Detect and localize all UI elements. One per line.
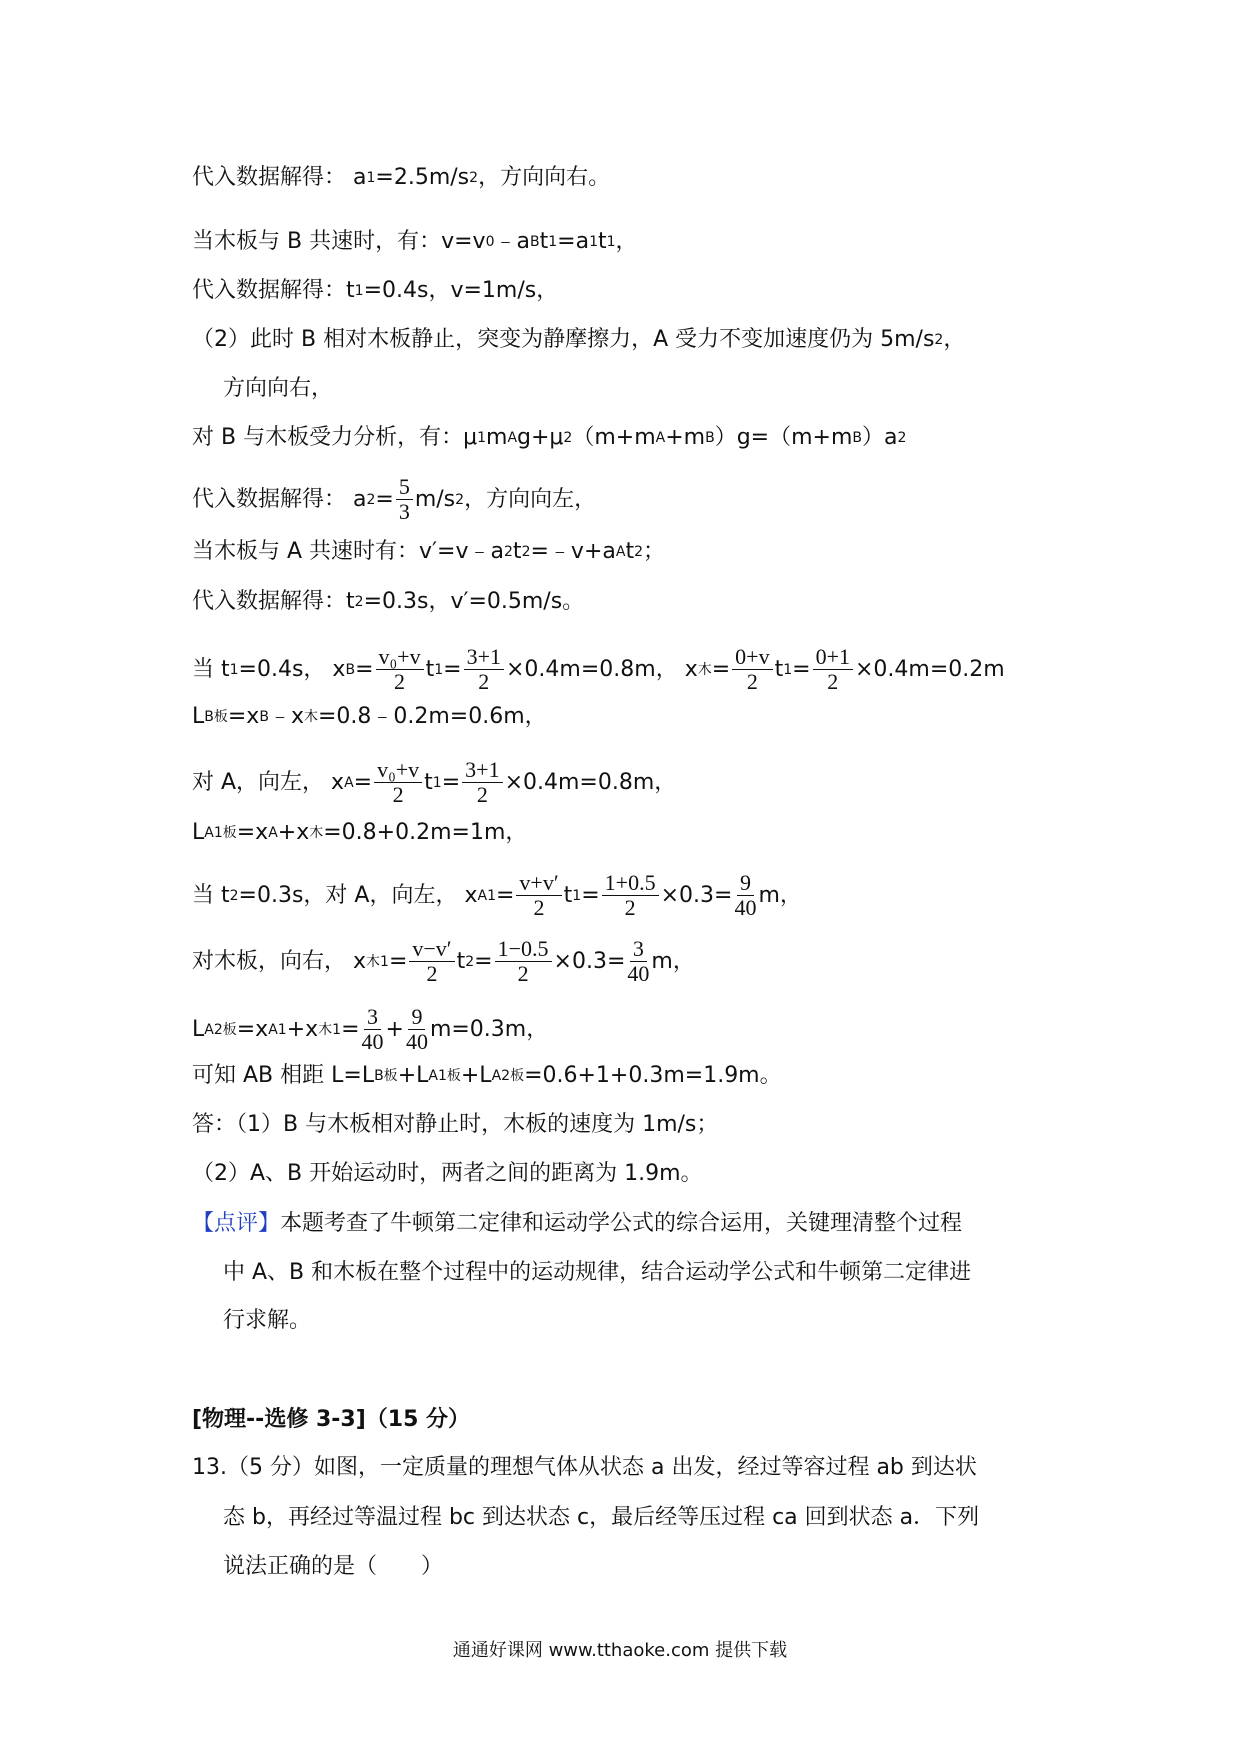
text-run: 当木板与 A 共速时有：v′=v﹣a (192, 539, 504, 564)
text-run: = (443, 656, 462, 682)
subscript: 2 (634, 544, 643, 560)
subscript: B板 (204, 709, 228, 725)
text-run: = (341, 1016, 360, 1042)
text-line (192, 475, 596, 524)
text-run: 本题考查了牛顿第二定律和运动学公式的综合运用，关键理清整个过程 (280, 1211, 963, 1236)
fraction-denominator: 2 (394, 669, 406, 694)
text-line (192, 937, 695, 986)
subscript: A (615, 544, 626, 560)
text-line (192, 1061, 782, 1091)
text-run: =﹣v+a (530, 539, 616, 564)
fraction-denominator: 2 (476, 782, 488, 807)
text-run: ×0.4m=0.8m， x (506, 656, 698, 682)
subscript: 1 (229, 661, 239, 678)
text-run: [物理--选修 3-3]（15 分） (192, 1407, 471, 1432)
fraction (362, 1005, 384, 1054)
subscript: 1 (548, 234, 558, 250)
fraction-denominator: 2 (517, 961, 529, 986)
subscript: A (507, 430, 518, 446)
text-line (192, 758, 676, 807)
text-line (192, 645, 1005, 694)
subscript: 0 (485, 234, 495, 250)
fraction-denominator: 2 (478, 669, 490, 694)
text-line (223, 1306, 311, 1336)
subscript: A1板 (428, 1068, 461, 1084)
text-line (223, 374, 333, 404)
text-run: =x (236, 1016, 269, 1042)
fraction (409, 937, 454, 986)
text-line (192, 276, 558, 306)
text-run: = (441, 769, 461, 795)
text-run: 当木板与 B 共速时，有：v=v (192, 229, 486, 254)
text-line (192, 1405, 470, 1435)
text-run: = (474, 948, 493, 974)
fraction-denominator: 40 (361, 1029, 384, 1054)
text-run: L (192, 1016, 205, 1042)
subscript: 2 (229, 887, 239, 904)
text-run: t (597, 229, 607, 254)
subscript: 1 (589, 234, 598, 250)
fraction-numerator: 3+1 (462, 758, 502, 783)
text-run: 态 b，再经过等温过程 bc 到达状态 c，最后经等压过程 ca 回到状态 a．下列 (223, 1505, 980, 1530)
text-run: g+μ (517, 425, 564, 450)
subscript: B (705, 430, 715, 446)
fraction (495, 937, 552, 986)
text-run: = (375, 486, 394, 512)
footer-watermark: 通通好课网 www.tthaoke.com 提供下载 (452, 1640, 788, 1661)
fraction-numerator: 0+v (732, 645, 772, 670)
text-run: （2）A、B 开始运动时，两者之间的距离为 1.9m。 (192, 1161, 703, 1186)
text-run: = (355, 656, 374, 682)
text-run: ×0.4m=0.2m (855, 656, 1005, 682)
subscript: A2板 (491, 1068, 525, 1084)
fraction-denominator: 2 (392, 782, 404, 807)
fraction (462, 758, 502, 807)
subscript: A1 (268, 1021, 287, 1038)
subscript: B板 (374, 1068, 398, 1084)
text-run: 代入数据解得： a (192, 165, 367, 190)
text-run: =0.8+0.2m=1m， (323, 820, 528, 845)
text-run: =x (236, 820, 269, 845)
subscript: A (655, 430, 666, 446)
text-run: t (625, 539, 635, 564)
text-run: t (512, 539, 522, 564)
text-run: =0.4s， x (238, 656, 346, 682)
text-line (192, 227, 638, 257)
subscript: 木1 (366, 953, 389, 970)
subscript: A1板 (204, 825, 237, 841)
subscript: 2 (465, 953, 475, 970)
subscript: A2板 (204, 1021, 237, 1038)
fraction (406, 1005, 428, 1054)
text-line (192, 702, 547, 732)
text-run: = (495, 882, 515, 908)
fraction-denominator: 40 (627, 961, 650, 986)
text-run: L (192, 704, 205, 729)
text-run: （2）此时 B 相对木板静止，突变为静摩擦力，A 受力不变加速度仍为 5m/s (192, 327, 935, 352)
fraction-numerator: v+v′ (516, 871, 561, 896)
subscript: B (259, 709, 269, 725)
text-run: =a (557, 229, 590, 254)
text-run: =0.8﹣0.2m=0.6m， (317, 704, 547, 729)
text-run: ， (615, 229, 638, 254)
fraction-numerator: 0+1 (813, 645, 853, 670)
fraction-denominator: 40 (405, 1029, 428, 1054)
text-run: + (385, 1016, 404, 1042)
text-run: m， (758, 882, 802, 908)
text-run: +m (665, 425, 706, 450)
fraction-denominator: 2 (746, 669, 758, 694)
text-run: +L (397, 1063, 429, 1088)
text-run: t (539, 229, 549, 254)
fraction-numerator: 1+0.5 (602, 871, 659, 896)
subscript: B (852, 430, 863, 446)
text-line (192, 1005, 548, 1054)
subscript: B (345, 661, 356, 678)
subscript: 木1 (318, 1021, 342, 1038)
fraction-numerator: 9 (408, 1005, 425, 1030)
text-line (192, 423, 906, 453)
text-run: =0.3s，v′=0.5m/s。 (363, 589, 585, 614)
text-run: t (424, 769, 433, 795)
text-line (223, 1258, 971, 1288)
text-run: = (581, 882, 600, 908)
fraction-denominator: 3 (398, 499, 410, 524)
fraction (732, 645, 772, 694)
text-run: 13.（5 分）如图，一定质量的理想气体从状态 a 出发，经过等容过程 ab 到达状 (192, 1455, 977, 1480)
text-line (223, 1552, 443, 1582)
text-run: m (486, 425, 508, 450)
text-run: m/s (414, 486, 456, 512)
fraction-numerator: v₀+v (374, 758, 422, 783)
text-run: ×0.3= (660, 882, 733, 908)
text-run: t (774, 656, 784, 682)
subscript: B (529, 234, 540, 250)
text-run: ×0.3= (553, 948, 626, 974)
text-run: ， (943, 327, 966, 352)
text-run: （m+m (572, 425, 656, 450)
text-run: 说法正确的是（ ） (223, 1554, 444, 1579)
text-run: = (711, 656, 731, 682)
text-run: ，方向向右。 (478, 165, 611, 190)
text-run: 代入数据解得：t (192, 278, 355, 303)
text-run: m=0.3m， (429, 1016, 549, 1042)
subscript: 木 (697, 661, 712, 678)
fraction-numerator: 3 (630, 937, 647, 962)
fraction-denominator: 2 (426, 961, 438, 986)
fraction-numerator: 3 (364, 1005, 381, 1030)
text-run: t (563, 882, 573, 908)
text-line (192, 1453, 977, 1483)
fraction-numerator: v−v′ (409, 937, 454, 962)
subscript: 木 (303, 709, 318, 725)
text-run: ﹣x (268, 704, 304, 729)
subscript: A1 (477, 887, 496, 904)
text-run: ，方向向左， (464, 486, 597, 512)
fraction (734, 871, 756, 920)
text-run: +x (286, 1016, 319, 1042)
text-run: 中 A、B 和木板在整个过程中的运动规律，结合运动学公式和牛顿第二定律进 (223, 1260, 972, 1285)
text-run: =2.5m/s (375, 165, 470, 190)
subscript: 2 (354, 594, 364, 610)
text-run: = (388, 948, 408, 974)
text-run: t (425, 656, 435, 682)
text-run: 代入数据解得：t (192, 589, 355, 614)
text-line (192, 587, 584, 617)
fraction-numerator: 3+1 (464, 645, 504, 670)
fraction (602, 871, 659, 920)
subscript: 1 (606, 234, 616, 250)
fraction-numerator: 5 (396, 475, 413, 500)
text-run: =0.4s，v=1m/s， (363, 278, 559, 303)
text-line (223, 1503, 979, 1533)
text-line (192, 1110, 718, 1140)
text-line (192, 1159, 703, 1189)
text-run: = (792, 656, 811, 682)
text-run: +L (460, 1063, 492, 1088)
text-run: 对 B 与木板受力分析，有：μ (192, 425, 478, 450)
subscript: 2 (521, 544, 531, 560)
subscript: 木 (309, 825, 324, 841)
subscript: A (344, 774, 354, 791)
text-run: ）g=（m+m (714, 425, 853, 450)
subscript: 1 (354, 283, 364, 299)
fraction (813, 645, 853, 694)
superscript: 2 (469, 170, 479, 186)
text-line (192, 818, 527, 848)
text-line (192, 163, 610, 193)
fraction-denominator: 2 (827, 669, 839, 694)
fraction-numerator: 1−0.5 (495, 937, 552, 962)
text-line (192, 1209, 962, 1239)
fraction-numerator: v₀+v (376, 645, 424, 670)
subscript: 1 (434, 661, 444, 678)
fraction (516, 871, 561, 920)
fraction-denominator: 40 (734, 895, 757, 920)
fraction (464, 645, 504, 694)
superscript: 2 (934, 332, 944, 348)
text-run: ×0.4m=0.8m， (504, 769, 677, 795)
fraction-denominator: 2 (533, 895, 545, 920)
fraction (396, 475, 413, 524)
subscript: A (268, 825, 278, 841)
text-run: ）a (862, 425, 898, 450)
text-line (192, 871, 802, 920)
subscript: 1 (432, 774, 442, 791)
text-run: L (192, 820, 205, 845)
subscript: 2 (366, 491, 376, 508)
comment-label: 【点评】 (192, 1211, 281, 1236)
text-run: ﹣a (494, 229, 530, 254)
text-run: 答：（1）B 与木板相对静止时，木板的速度为 1m/s； (192, 1112, 719, 1137)
text-run: =0.6+1+0.3m=1.9m。 (524, 1063, 782, 1088)
fraction-numerator: 9 (737, 871, 754, 896)
subscript: 2 (897, 430, 907, 446)
text-run: 对木板，向右， x (192, 948, 367, 974)
superscript: 2 (455, 491, 465, 508)
subscript: 1 (477, 430, 486, 446)
text-line (192, 537, 665, 567)
text-run: 行求解。 (223, 1308, 312, 1333)
subscript: 1 (366, 170, 376, 186)
fraction-denominator: 2 (624, 895, 636, 920)
subscript: 2 (504, 544, 513, 560)
text-run: 可知 AB 相距 L=L (192, 1063, 375, 1088)
fraction (374, 758, 422, 807)
text-line (192, 325, 965, 355)
text-run: 当 t (192, 656, 230, 682)
text-run: =x (227, 704, 260, 729)
text-run: 当 t (192, 882, 230, 908)
text-run: =0.3s，对 A，向左， x (238, 882, 478, 908)
subscript: 1 (783, 661, 793, 678)
fraction (376, 645, 424, 694)
text-run: 对 A，向左， x (192, 769, 345, 795)
text-run: +x (277, 820, 310, 845)
fraction (627, 937, 649, 986)
text-run: t (456, 948, 466, 974)
text-run: = (353, 769, 373, 795)
text-run: ； (643, 539, 666, 564)
text-run: 代入数据解得： a (192, 486, 367, 512)
subscript: 2 (563, 430, 573, 446)
subscript: 1 (572, 887, 582, 904)
text-run: 方向向右， (223, 376, 334, 401)
text-run: m， (651, 948, 695, 974)
